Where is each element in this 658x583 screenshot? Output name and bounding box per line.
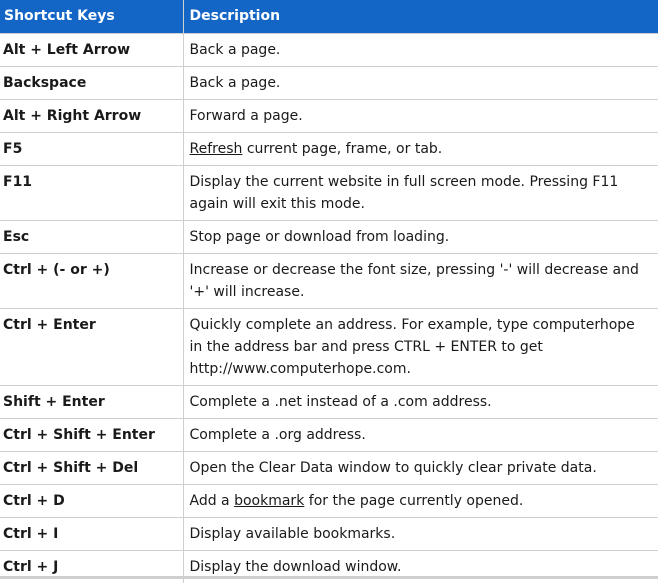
shortcut-key-cell: Ctrl + Enter	[0, 308, 183, 385]
shortcut-key-cell: Ctrl + Shift + Enter	[0, 418, 183, 451]
description-text: Back a page.	[189, 74, 281, 91]
shortcut-key-cell: Esc	[0, 220, 183, 253]
shortcut-key-cell: F5	[0, 132, 183, 165]
description-text: current page, frame, or tab.	[242, 140, 443, 157]
description-cell	[183, 385, 658, 418]
description-text: Forward a page.	[189, 107, 303, 124]
description-text: Increase or decrease the font size, pressing '-' will decrease and '+' will increase.	[189, 261, 639, 300]
description-text: Back a page.	[189, 41, 281, 58]
shortcut-key-cell: Alt + Right Arrow	[0, 99, 183, 132]
description-text: Open the Clear Data window to quickly clear private data.	[189, 459, 597, 476]
table-row	[0, 99, 658, 132]
shortcut-key-cell: Ctrl + D	[0, 484, 183, 517]
shortcut-key-cell: Alt + Left Arrow	[0, 33, 183, 66]
shortcut-key-cell: Ctrl + Shift + Del	[0, 451, 183, 484]
shortcut-key-cell: Ctrl + I	[0, 517, 183, 550]
description-cell	[183, 418, 658, 451]
header-description: Description	[183, 0, 658, 33]
table-row	[0, 33, 658, 66]
description-cell	[183, 66, 658, 99]
table-row	[0, 517, 658, 550]
description-cell	[183, 451, 658, 484]
shortcut-key-cell: Shift + Enter	[0, 385, 183, 418]
shortcut-key-cell: Backspace	[0, 66, 183, 99]
description-text: Display available bookmarks.	[189, 525, 396, 542]
description-text: Add a	[189, 492, 235, 509]
table-row	[0, 385, 658, 418]
description-text: Display the download window.	[189, 558, 402, 575]
shortcut-key-cell: Ctrl + J	[0, 550, 183, 583]
table-row	[0, 253, 658, 308]
bookmark-link[interactable]: bookmark	[234, 492, 305, 509]
description-text: Complete a .net instead of a .com address.	[189, 393, 492, 410]
description-text: for the page currently opened.	[304, 492, 524, 509]
table-row	[0, 165, 658, 220]
description-text: Complete a .org address.	[189, 426, 366, 443]
shortcut-key-cell: Ctrl + (- or +)	[0, 253, 183, 308]
header-shortcut-keys: Shortcut Keys	[0, 0, 183, 33]
table-row	[0, 220, 658, 253]
description-cell	[183, 517, 658, 550]
table-row	[0, 308, 658, 385]
description-cell	[183, 99, 658, 132]
table-row	[0, 66, 658, 99]
table-header-row	[0, 0, 658, 33]
refresh-link[interactable]: Refresh	[189, 140, 243, 157]
description-text: Quickly complete an address. For example, type computerhope in the address bar and press CTRL + ENTER to get http://www.computerhope.com.	[189, 316, 635, 377]
description-cell	[183, 33, 658, 66]
description-cell	[183, 484, 658, 517]
description-cell	[183, 308, 658, 385]
description-text: Display the current website in full screen mode. Pressing F11 again will exit this mode.	[189, 173, 619, 212]
table-row	[0, 451, 658, 484]
description-cell	[183, 165, 658, 220]
description-cell	[183, 253, 658, 308]
table-row	[0, 132, 658, 165]
description-cell	[183, 132, 658, 165]
table-row	[0, 484, 658, 517]
table-row	[0, 418, 658, 451]
shortcut-key-cell: F11	[0, 165, 183, 220]
description-cell	[183, 220, 658, 253]
description-text: Stop page or download from loading.	[189, 228, 450, 245]
